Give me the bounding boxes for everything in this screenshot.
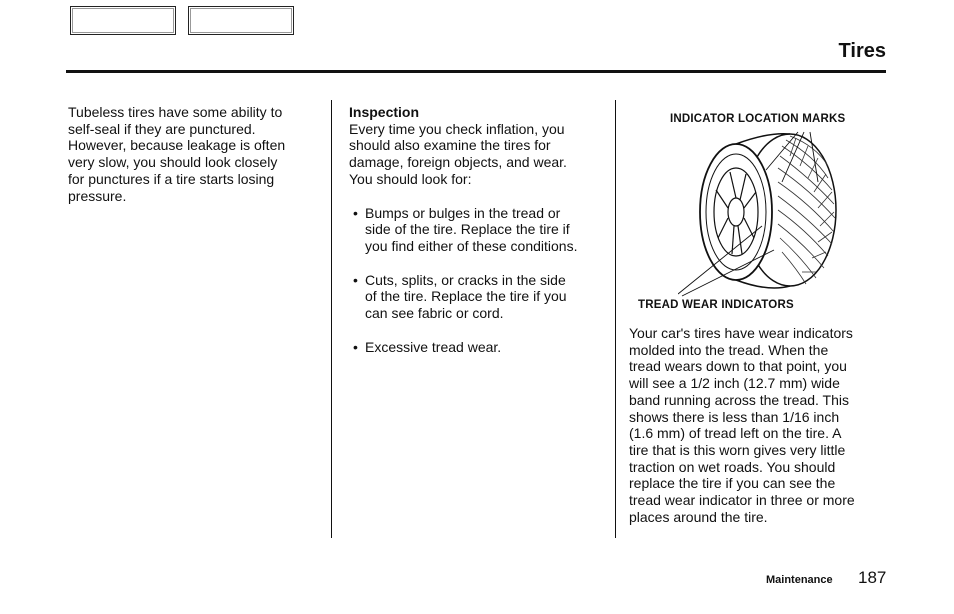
text-line: self-seal if they are punctured. <box>68 120 256 137</box>
text-line: You should look for: <box>349 170 472 187</box>
text-line: traction on wet roads. You should <box>629 458 836 475</box>
text-line: (1.6 mm) of tread left on the tire. A <box>629 425 842 442</box>
text-line: should also examine the tires for <box>349 137 551 154</box>
text-line: tread wears down to that point, you <box>629 358 847 375</box>
text-line: of the tire. Replace the tire if you <box>365 288 567 305</box>
list-item <box>349 339 611 356</box>
text-line: Every time you check inflation, you <box>349 120 565 137</box>
text-line: will see a 1/2 inch (12.7 mm) wide <box>629 375 840 392</box>
text-line: you find either of these conditions. <box>365 237 578 254</box>
text-line: shows there is less than 1/16 inch <box>629 408 840 425</box>
indicator-location-marks-label: INDICATOR LOCATION MARKS <box>670 113 846 125</box>
page-number: 187 <box>858 568 887 587</box>
text-line: Your car's tires have wear indicators <box>629 325 853 341</box>
text-line: band running across the tread. This <box>629 391 849 408</box>
text-line: replace the tire if you can see the <box>629 475 836 492</box>
column-3-text <box>629 325 891 525</box>
text-line: Excessive tread wear. <box>365 338 502 355</box>
text-line: However, because leakage is often <box>68 137 286 154</box>
column-2-inspection <box>349 104 611 372</box>
tread-wear-indicators-label: TREAD WEAR INDICATORS <box>638 299 794 311</box>
nav-button-forward[interactable] <box>188 6 294 35</box>
text-line: Tubeless tires have some ability to <box>68 104 283 120</box>
column-1-text <box>68 104 313 204</box>
tire-illustration-icon <box>678 126 868 301</box>
text-line: Cuts, splits, or cracks in the side <box>365 271 566 288</box>
text-line: very slow, you should look closely <box>68 154 278 171</box>
bullet-icon: • <box>353 204 358 221</box>
list-item <box>349 205 611 255</box>
column-divider-1 <box>331 100 332 538</box>
text-line: Bumps or bulges in the tread or <box>365 204 561 221</box>
column-divider-2 <box>615 100 616 538</box>
title-rule <box>66 70 886 73</box>
inspection-intro <box>349 121 611 188</box>
list-item <box>349 272 611 322</box>
page-title: Tires <box>838 40 886 62</box>
text-line: side of the tire. Replace the tire if <box>365 221 570 238</box>
text-line: can see fabric or cord. <box>365 305 504 322</box>
text-line: tread wear indicator in three or more <box>629 492 855 509</box>
inspection-list <box>349 205 611 356</box>
inspection-heading: Inspection <box>349 104 420 120</box>
footer-section-name: Maintenance <box>766 574 833 586</box>
text-line: places around the tire. <box>629 508 768 525</box>
text-line: tire that is this worn gives very little <box>629 441 846 458</box>
text-line: for punctures if a tire starts losing <box>68 170 275 187</box>
text-line: damage, foreign objects, and wear. <box>349 154 567 171</box>
bullet-icon: • <box>353 338 358 355</box>
text-line: molded into the tread. When the <box>629 341 829 358</box>
nav-button-back[interactable] <box>70 6 176 35</box>
text-line: pressure. <box>68 187 127 204</box>
bullet-icon: • <box>353 271 358 288</box>
